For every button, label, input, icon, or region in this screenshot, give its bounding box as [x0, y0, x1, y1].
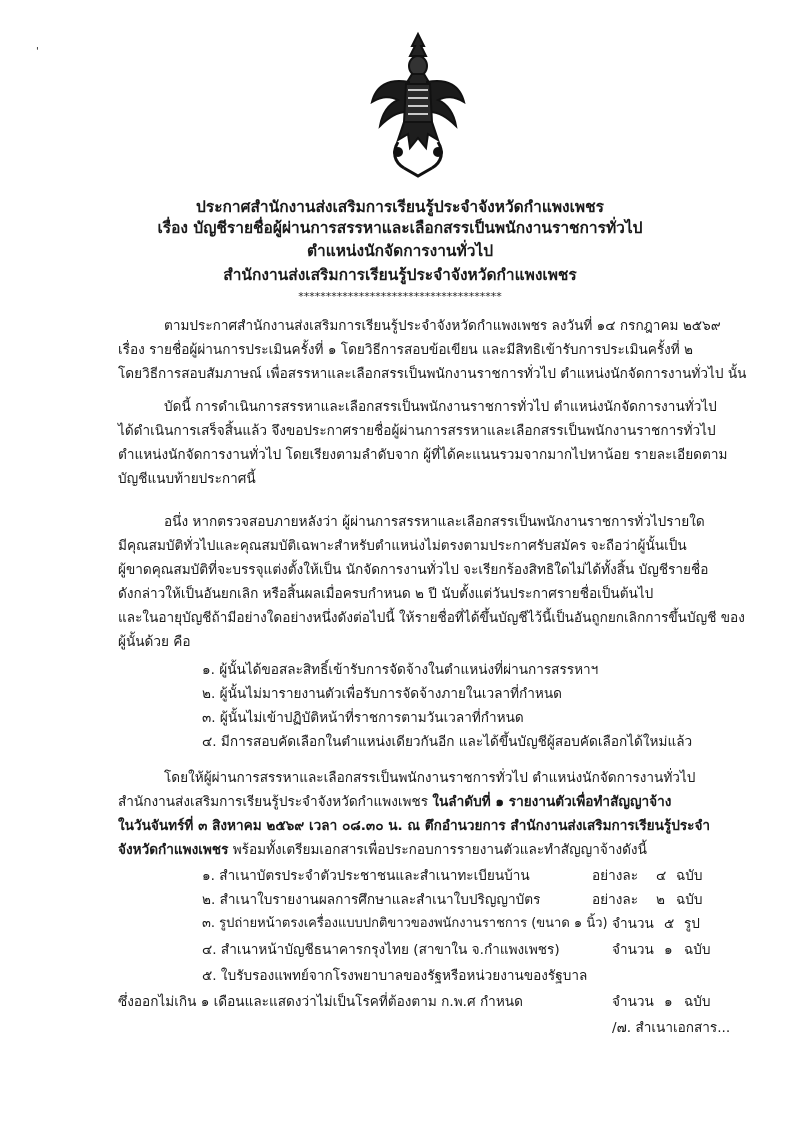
corner-mark: ' [36, 46, 39, 57]
para3-line: อนึ่ง หากตรวจสอบภายหลังว่า ผู้ผ่านการสรรหาและเลือกสรรเป็นพนักงานราชการทั่วไปรายใด [164, 514, 705, 530]
document-item: ๒. สำเนาใบรายงานผลการศึกษาและสำเนาใบปริญญาบัตร [202, 892, 541, 908]
page-continuation: /๗. สำเนาเอกสาร... [612, 1020, 731, 1036]
document-quantity: ๑ [664, 942, 673, 958]
para4-line: โดยให้ผู้ผ่านการสรรหาและเลือกสรรเป็นพนักงานราชการทั่วไป ตำแหน่งนักจัดการงานทั่วไป [164, 770, 696, 786]
condition-item: ๔. มีการสอบคัดเลือกในตำแหน่งเดียวกันอีก และได้ขึ้นบัญชีผู้สอบคัดเลือกได้ใหม่แล้ว [202, 734, 693, 750]
document-quantity: ๑ [664, 994, 673, 1010]
document-unit: ฉบับ [676, 868, 703, 884]
condition-item: ๒. ผู้นั้นไม่มารายงานตัวเพื่อรับการจัดจ้างภายในเวลาที่กำหนด [202, 686, 563, 702]
announcement-office: สำนักงานส่งเสริมการเรียนรู้ประจำจังหวัดกำแพงเพชร [223, 266, 577, 284]
para3-line: ผู้นั้นด้วย คือ [118, 634, 191, 650]
document-item: ๑. สำเนาบัตรประจำตัวประชาชนและสำเนาทะเบียนบ้าน [202, 868, 530, 884]
condition-item: ๑. ผู้นั้นได้ขอสละสิทธิ์เข้ารับการจัดจ้างในตำแหน่งที่ผ่านการสรรหาฯ [202, 662, 599, 678]
document-quantity-label: อย่างละ [592, 892, 639, 908]
document-item: ๔. สำเนาหน้าบัญชีธนาคารกรุงไทย (สาขาใน จ.กำแพงเพชร) [202, 942, 560, 958]
document-item: ๓. รูปถ่ายหน้าตรงเครื่องแบบปกติขาวของพนักงานราชการ (ขนาด ๑ นิ้ว) [202, 916, 608, 931]
para2-line: ได้ดำเนินการเสร็จสิ้นแล้ว จึงขอประกาศรายชื่อผู้ผ่านการสรรหาและเลือกสรรเป็นพนักงานราชการทั่วไป [118, 423, 716, 439]
para2-line: บัดนี้ การดำเนินการสรรหาและเลือกสรรเป็นพนักงานราชการทั่วไป ตำแหน่งนักจัดการงานทั่วไป [164, 399, 717, 415]
announcement-position: ตำแหน่งนักจัดการงานทั่วไป [306, 242, 494, 260]
announcement-title: ประกาศสำนักงานส่งเสริมการเรียนรู้ประจำจังหวัดกำแพงเพชร [196, 198, 604, 216]
para3-line: มีคุณสมบัติทั่วไปและคุณสมบัติเฉพาะสำหรับตำแหน่งไม่ตรงตามประกาศรับสมัคร จะถือว่าผู้นั้นเป็น [118, 538, 687, 554]
para4-line: จังหวัดกำแพงเพชร พร้อมทั้งเตรียมเอกสารเพื่อประกอบการรายงานตัวและทำสัญญาจ้างดังนี้ [118, 842, 647, 858]
para1-line: ตามประกาศสำนักงานส่งเสริมการเรียนรู้ประจำจังหวัดกำแพงเพชร ลงวันที่ ๑๔ กรกฎาคม ๒๕๖๙ [164, 318, 721, 334]
para2-line: บัญชีแนบท้ายประกาศนี้ [118, 471, 256, 487]
para2-line: ตำแหน่งนักจัดการงานทั่วไป โดยเรียงตามลำดับจาก ผู้ที่ได้คะแนนรวมจากมากไปหาน้อย รายละเอียดตาม [118, 447, 728, 463]
para3-line: และในอายุบัญชีถ้ามีอย่างใดอย่างหนึ่งดังต่อไปนี้ ให้รายชื่อที่ได้ขึ้นบัญชีไว้นี้เป็นอันถูกยกเลิกการขึ้นบัญชี ของ [118, 610, 745, 626]
para3-line: ดังกล่าวให้เป็นอันยกเลิก หรือสิ้นผลเมื่อครบกำหนด ๒ ปี นับตั้งแต่วันประกาศรายชื่อเป็นต้นไป [118, 586, 654, 602]
document-quantity-label: จำนวน [612, 916, 654, 932]
document-quantity-label: จำนวน [612, 994, 654, 1010]
para1-line: โดยวิธีการสอบสัมภาษณ์ เพื่อสรรหาและเลือกสรรเป็นพนักงานราชการทั่วไป ตำแหน่งนักจัดการงานทั่วไป นั้น [118, 366, 747, 382]
document-quantity-label: จำนวน [612, 942, 654, 958]
condition-item: ๓. ผู้นั้นไม่เข้าปฏิบัติหน้าที่ราชการตามวันเวลาที่กำหนด [202, 710, 524, 726]
document-unit: ฉบับ [684, 994, 711, 1010]
para4-line: ในวันจันทร์ที่ ๓ สิงหาคม ๒๕๖๙ เวลา ๐๘.๓๐ น. ณ ตึกอำนวยการ สำนักงานส่งเสริมการเรียนรู้ประจำ [118, 818, 711, 834]
document-quantity: ๔ [656, 868, 667, 884]
garuda-emblem-icon [368, 30, 468, 178]
document-unit: ฉบับ [684, 942, 711, 958]
para4-line: สำนักงานส่งเสริมการเรียนรู้ประจำจังหวัดกำแพงเพชร ในลำดับที่ ๑ รายงานตัวเพื่อทำสัญญาจ้าง [118, 794, 672, 810]
divider-stars: ************************************* [298, 290, 502, 303]
document-unit: รูป [684, 916, 700, 932]
document-quantity: ๕ [664, 916, 675, 932]
para3-line: ผู้ขาดคุณสมบัติที่จะบรรจุแต่งตั้งให้เป็น นักจัดการงานทั่วไป จะเรียกร้องสิทธิใดไม่ได้ทั้งสิ้น บัญชีรายชื่อ [118, 562, 709, 578]
document-item-continued: ซึ่งออกไม่เกิน ๑ เดือนและแสดงว่าไม่เป็นโรคที่ต้องตาม ก.พ.ศ กำหนด [118, 994, 523, 1010]
document-item: ๕. ใบรับรองแพทย์จากโรงพยาบาลของรัฐหรือหน่วยงานของรัฐบาล [202, 968, 588, 984]
para1-line: เรื่อง รายชื่อผู้ผ่านการประเมินครั้งที่ ๑ โดยวิธีการสอบข้อเขียน และมีสิทธิเข้ารับการประเมินครั้งที่ ๒ [118, 342, 694, 358]
document-unit: ฉบับ [676, 892, 703, 908]
document-quantity-label: อย่างละ [592, 868, 639, 884]
document-quantity: ๒ [656, 892, 665, 908]
announcement-subject: เรื่อง บัญชีรายชื่อผู้ผ่านการสรรหาและเลือกสรรเป็นพนักงานราชการทั่วไป [157, 219, 643, 237]
